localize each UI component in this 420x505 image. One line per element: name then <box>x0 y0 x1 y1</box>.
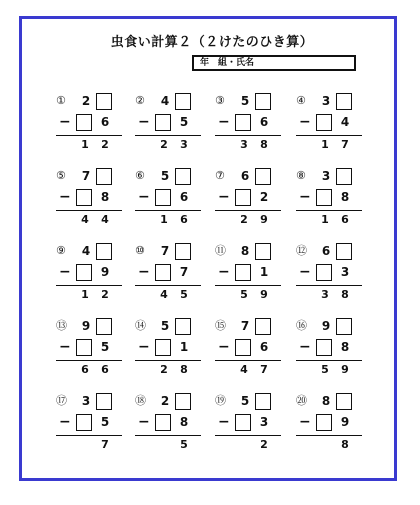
minus-sign: − <box>59 114 71 130</box>
minuend-tens-digit: 2 <box>81 94 91 108</box>
minuend-ones-blank[interactable] <box>255 318 271 335</box>
minuend-tens-digit: 6 <box>240 169 250 183</box>
subtrahend-ones-digit: 6 <box>259 115 269 129</box>
subtrahend-tens-blank[interactable] <box>76 339 92 356</box>
minus-sign: − <box>299 189 311 205</box>
answer-line <box>296 435 362 436</box>
minuend-ones-blank[interactable] <box>336 318 352 335</box>
subtrahend-tens-blank[interactable] <box>235 189 251 206</box>
subtrahend-ones-digit: 3 <box>259 415 269 429</box>
subtrahend-tens-blank[interactable] <box>76 189 92 206</box>
subtraction-problem <box>135 94 201 158</box>
result-ones-digit: 9 <box>260 288 268 301</box>
minus-sign: − <box>138 339 150 355</box>
minuend-tens-digit: 5 <box>160 169 170 183</box>
minuend-ones-blank[interactable] <box>255 168 271 185</box>
problem-number: ⑦ <box>215 169 225 182</box>
problem-number: ⑪ <box>215 244 226 257</box>
answer-line <box>56 210 122 211</box>
subtraction-problem <box>296 394 362 458</box>
problem-number: ⑧ <box>296 169 306 182</box>
problem-number: ⑳ <box>296 394 307 407</box>
answer-line <box>135 285 201 286</box>
minuend-tens-digit: 9 <box>321 319 331 333</box>
minus-sign: − <box>218 114 230 130</box>
minuend-ones-blank[interactable] <box>96 393 112 410</box>
result-ones-digit: 7 <box>341 138 349 151</box>
minuend-tens-digit: 3 <box>321 169 331 183</box>
subtrahend-ones-digit: 3 <box>340 265 350 279</box>
minuend-ones-blank[interactable] <box>255 243 271 260</box>
minuend-ones-blank[interactable] <box>336 243 352 260</box>
result-ones-digit: 8 <box>341 438 349 451</box>
minuend-ones-blank[interactable] <box>96 93 112 110</box>
subtraction-problem <box>296 94 362 158</box>
minuend-ones-blank[interactable] <box>175 93 191 110</box>
minus-sign: − <box>138 189 150 205</box>
subtrahend-tens-blank[interactable] <box>155 189 171 206</box>
minus-sign: − <box>59 414 71 430</box>
answer-line <box>135 210 201 211</box>
subtrahend-tens-blank[interactable] <box>235 114 251 131</box>
answer-line <box>56 285 122 286</box>
minus-sign: − <box>59 189 71 205</box>
subtrahend-ones-digit: 8 <box>100 190 110 204</box>
subtraction-problem <box>215 319 281 383</box>
minuend-tens-digit: 3 <box>81 394 91 408</box>
answer-line <box>135 135 201 136</box>
minuend-ones-blank[interactable] <box>255 393 271 410</box>
minus-sign: − <box>59 339 71 355</box>
result-tens-digit: 4 <box>81 213 89 226</box>
result-ones-digit: 3 <box>180 138 188 151</box>
minuend-tens-digit: 6 <box>321 244 331 258</box>
problem-number: ⑥ <box>135 169 145 182</box>
result-tens-digit: 3 <box>240 138 248 151</box>
subtraction-problem <box>56 169 122 233</box>
answer-line <box>215 360 281 361</box>
minuend-tens-digit: 4 <box>81 244 91 258</box>
minuend-tens-digit: 3 <box>321 94 331 108</box>
subtrahend-tens-blank[interactable] <box>316 114 332 131</box>
subtrahend-tens-blank[interactable] <box>155 339 171 356</box>
subtrahend-tens-blank[interactable] <box>316 339 332 356</box>
subtrahend-tens-blank[interactable] <box>155 414 171 431</box>
answer-line <box>215 135 281 136</box>
answer-line <box>56 435 122 436</box>
minus-sign: − <box>138 264 150 280</box>
minuend-tens-digit: 7 <box>160 244 170 258</box>
subtrahend-tens-blank[interactable] <box>235 264 251 281</box>
subtrahend-ones-digit: 6 <box>100 115 110 129</box>
problem-number: ② <box>135 94 145 107</box>
minuend-ones-blank[interactable] <box>336 393 352 410</box>
result-tens-digit: 5 <box>321 363 329 376</box>
problem-number: ⑤ <box>56 169 66 182</box>
result-ones-digit: 6 <box>341 213 349 226</box>
answer-line <box>296 285 362 286</box>
subtrahend-ones-digit: 8 <box>340 190 350 204</box>
result-ones-digit: 7 <box>101 438 109 451</box>
minuend-ones-blank[interactable] <box>175 243 191 260</box>
problem-number: ⑩ <box>135 244 145 257</box>
subtraction-problem <box>296 244 362 308</box>
result-ones-digit: 8 <box>180 363 188 376</box>
subtrahend-tens-blank[interactable] <box>316 264 332 281</box>
minuend-tens-digit: 9 <box>81 319 91 333</box>
result-tens-digit: 1 <box>321 138 329 151</box>
subtrahend-ones-digit: 9 <box>340 415 350 429</box>
result-ones-digit: 9 <box>260 213 268 226</box>
minus-sign: − <box>138 114 150 130</box>
subtraction-problem <box>215 244 281 308</box>
subtrahend-tens-blank[interactable] <box>76 264 92 281</box>
subtrahend-ones-digit: 8 <box>179 415 189 429</box>
result-tens-digit: 1 <box>321 213 329 226</box>
subtraction-problem <box>56 244 122 308</box>
result-tens-digit: 4 <box>160 288 168 301</box>
problem-number: ④ <box>296 94 306 107</box>
problem-number: ⑫ <box>296 244 307 257</box>
problem-number: ⑮ <box>215 319 226 332</box>
subtrahend-ones-digit: 5 <box>100 340 110 354</box>
minuend-tens-digit: 7 <box>240 319 250 333</box>
minuend-tens-digit: 4 <box>160 94 170 108</box>
subtrahend-ones-digit: 1 <box>179 340 189 354</box>
subtraction-problem <box>135 169 201 233</box>
answer-line <box>135 435 201 436</box>
minus-sign: − <box>299 264 311 280</box>
minuend-ones-blank[interactable] <box>336 168 352 185</box>
subtrahend-ones-digit: 4 <box>340 115 350 129</box>
name-field[interactable]: 年 組・氏名 <box>192 55 356 71</box>
subtrahend-tens-blank[interactable] <box>235 339 251 356</box>
result-ones-digit: 9 <box>341 363 349 376</box>
subtraction-problem <box>135 319 201 383</box>
answer-line <box>135 360 201 361</box>
answer-line <box>215 285 281 286</box>
subtrahend-tens-blank[interactable] <box>76 414 92 431</box>
worksheet-title: 虫食い計算２（２けたのひき算） <box>110 35 314 50</box>
subtrahend-tens-blank[interactable] <box>235 414 251 431</box>
minus-sign: − <box>218 339 230 355</box>
minuend-tens-digit: 2 <box>160 394 170 408</box>
result-ones-digit: 4 <box>101 213 109 226</box>
minuend-ones-blank[interactable] <box>175 168 191 185</box>
minuend-ones-blank[interactable] <box>175 318 191 335</box>
minuend-tens-digit: 5 <box>240 94 250 108</box>
minuend-ones-blank[interactable] <box>336 93 352 110</box>
subtrahend-ones-digit: 5 <box>179 115 189 129</box>
minus-sign: − <box>59 264 71 280</box>
minuend-ones-blank[interactable] <box>175 393 191 410</box>
minus-sign: − <box>218 189 230 205</box>
problem-number: ⑱ <box>135 394 146 407</box>
subtraction-problem <box>296 169 362 233</box>
result-tens-digit: 3 <box>321 288 329 301</box>
minuend-ones-blank[interactable] <box>96 168 112 185</box>
result-ones-digit: 8 <box>341 288 349 301</box>
result-tens-digit: 1 <box>160 213 168 226</box>
problem-number: ⑯ <box>296 319 307 332</box>
minuend-ones-blank[interactable] <box>96 318 112 335</box>
result-tens-digit: 5 <box>240 288 248 301</box>
subtrahend-ones-digit: 6 <box>259 340 269 354</box>
answer-line <box>296 135 362 136</box>
answer-line <box>56 360 122 361</box>
subtrahend-ones-digit: 5 <box>100 415 110 429</box>
minus-sign: − <box>299 114 311 130</box>
minus-sign: − <box>218 414 230 430</box>
subtraction-problem <box>56 319 122 383</box>
minuend-tens-digit: 8 <box>240 244 250 258</box>
result-tens-digit: 1 <box>81 138 89 151</box>
minus-sign: − <box>138 414 150 430</box>
subtrahend-tens-blank[interactable] <box>316 414 332 431</box>
minuend-ones-blank[interactable] <box>96 243 112 260</box>
result-ones-digit: 8 <box>260 138 268 151</box>
minus-sign: − <box>299 414 311 430</box>
worksheet-frame <box>19 16 397 481</box>
answer-line <box>56 135 122 136</box>
result-tens-digit: 4 <box>240 363 248 376</box>
problem-number: ⑲ <box>215 394 226 407</box>
minuend-ones-blank[interactable] <box>255 93 271 110</box>
result-tens-digit: 6 <box>81 363 89 376</box>
subtrahend-ones-digit: 2 <box>259 190 269 204</box>
problem-number: ⑰ <box>56 394 67 407</box>
subtrahend-ones-digit: 1 <box>259 265 269 279</box>
problem-number: ⑬ <box>56 319 67 332</box>
problem-number: ⑭ <box>135 319 146 332</box>
subtrahend-tens-blank[interactable] <box>155 264 171 281</box>
result-ones-digit: 2 <box>101 138 109 151</box>
result-ones-digit: 2 <box>260 438 268 451</box>
subtraction-problem <box>215 169 281 233</box>
answer-line <box>296 360 362 361</box>
subtrahend-tens-blank[interactable] <box>316 189 332 206</box>
problem-number: ① <box>56 94 66 107</box>
result-ones-digit: 7 <box>260 363 268 376</box>
subtraction-problem <box>215 394 281 458</box>
result-ones-digit: 2 <box>101 288 109 301</box>
answer-line <box>215 435 281 436</box>
subtrahend-tens-blank[interactable] <box>155 114 171 131</box>
minus-sign: − <box>218 264 230 280</box>
subtrahend-ones-digit: 7 <box>179 265 189 279</box>
subtraction-problem <box>56 394 122 458</box>
minuend-tens-digit: 5 <box>160 319 170 333</box>
subtraction-problem <box>135 394 201 458</box>
subtrahend-tens-blank[interactable] <box>76 114 92 131</box>
minus-sign: − <box>299 339 311 355</box>
minuend-tens-digit: 5 <box>240 394 250 408</box>
subtraction-problem <box>296 319 362 383</box>
subtrahend-ones-digit: 8 <box>340 340 350 354</box>
result-tens-digit: 1 <box>81 288 89 301</box>
answer-line <box>296 210 362 211</box>
problem-number: ⑨ <box>56 244 66 257</box>
minuend-tens-digit: 8 <box>321 394 331 408</box>
result-ones-digit: 6 <box>180 213 188 226</box>
subtraction-problem <box>135 244 201 308</box>
subtraction-problem <box>215 94 281 158</box>
answer-line <box>215 210 281 211</box>
result-tens-digit: 2 <box>160 138 168 151</box>
problem-number: ③ <box>215 94 225 107</box>
result-ones-digit: 5 <box>180 438 188 451</box>
result-ones-digit: 5 <box>180 288 188 301</box>
subtrahend-ones-digit: 9 <box>100 265 110 279</box>
subtrahend-ones-digit: 6 <box>179 190 189 204</box>
result-ones-digit: 6 <box>101 363 109 376</box>
result-tens-digit: 2 <box>160 363 168 376</box>
result-tens-digit: 2 <box>240 213 248 226</box>
minuend-tens-digit: 7 <box>81 169 91 183</box>
subtraction-problem <box>56 94 122 158</box>
